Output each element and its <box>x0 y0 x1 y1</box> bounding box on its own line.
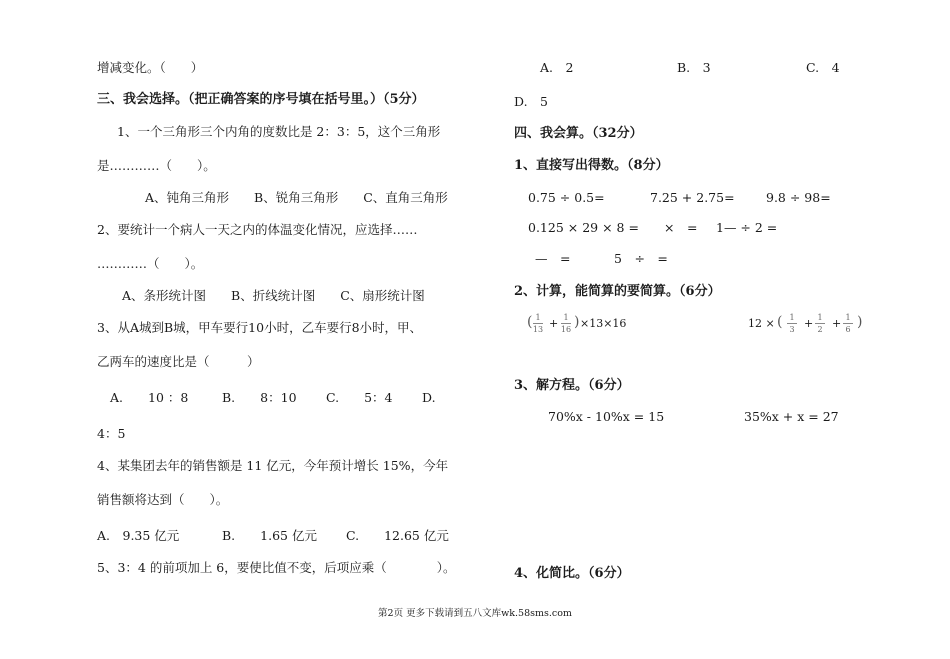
fraction-bar <box>815 323 825 324</box>
question-5-text: 5、3：4 的前项加上 6，要使比值不变，后项应乘（ ）。 <box>97 560 456 575</box>
question-3-option-c: C. 5：4 <box>326 390 393 405</box>
calc-item: 5 ÷ = <box>614 251 668 266</box>
fraction-denominator: 13 <box>532 325 544 334</box>
calc-item: × = <box>664 220 698 235</box>
question-3-option-d-value: 4：5 <box>97 426 126 441</box>
question-4-option-c: C. 12.65 亿元 <box>346 528 449 543</box>
calc-item: 9.8 ÷ 98= <box>766 190 831 205</box>
question-4-option-a: A. 9.35 亿元 <box>97 528 180 543</box>
plus-sign: + <box>549 317 559 330</box>
section-3-title: 三、我会选择。（把正确答案的序号填在括号里。）（5分） <box>97 92 425 107</box>
fraction-bar <box>561 323 571 324</box>
equation-1: 70%x - 10%x = 15 <box>548 409 665 424</box>
fraction-numerator: 1 <box>535 313 541 322</box>
calc-item: 7.25 + 2.75= <box>650 190 735 205</box>
option-d: D. 5 <box>514 94 549 109</box>
paren-open: ( <box>777 314 783 330</box>
page-footer: 第2页 更多下载请到五八文库wk.58sms.com <box>378 608 572 619</box>
fraction-denominator: 2 <box>817 325 823 334</box>
fraction-numerator: 1 <box>789 313 795 322</box>
section-4-title: 四、我会算。（32分） <box>514 126 643 141</box>
fraction-bar <box>787 323 797 324</box>
expression-2-head: 12 × <box>748 317 775 330</box>
calc-item: 0.75 ÷ 0.5= <box>528 190 605 205</box>
fraction-denominator: 3 <box>789 325 795 334</box>
subsection-1-title: 1、直接写出得数。（8分） <box>514 158 669 173</box>
expression-1-tail: ×13×16 <box>580 317 627 330</box>
fraction-numerator: 1 <box>817 313 823 322</box>
question-3-option-a: A. 10 ：8 <box>110 390 189 405</box>
paren-open: ( <box>527 314 533 330</box>
question-3-text: 3、从A城到B城，甲车要行10小时，乙车要行8小时，甲、 <box>97 320 423 335</box>
fraction-bar <box>533 323 543 324</box>
question-2-text-cont: …………（ ）。 <box>97 256 204 271</box>
fraction-denominator: 6 <box>845 325 851 334</box>
fraction-numerator: 1 <box>845 313 851 322</box>
text-line: 增减变化。（ ） <box>97 60 204 75</box>
plus-sign: + <box>804 317 814 330</box>
subsection-3-title: 3、解方程。（6分） <box>514 378 630 393</box>
option-a: A. 2 <box>540 60 574 75</box>
question-1-options: A、钝角三角形 B、锐角三角形 C、直角三角形 <box>145 190 448 205</box>
question-3-option-d-label: D. <box>422 390 436 405</box>
fraction-denominator: 16 <box>560 325 572 334</box>
question-1-text-cont: 是…………（ ）。 <box>97 158 216 173</box>
question-2-text: 2、要统计一个病人一天之内的体温变化情况，应选择…… <box>97 222 418 237</box>
question-4-option-b: B. 1.65 亿元 <box>222 528 317 543</box>
question-4-text: 4、某集团去年的销售额是 11 亿元，今年预计增长 15%，今年 <box>97 458 449 473</box>
question-2-options: A、条形统计图 B、折线统计图 C、扇形统计图 <box>122 288 425 303</box>
plus-sign: + <box>832 317 842 330</box>
subsection-4-title: 4、化简比。（6分） <box>514 566 630 581</box>
question-4-text-cont: 销售额将达到（ ）。 <box>97 492 229 507</box>
calc-item: 0.125 × 29 × 8 = <box>528 220 639 235</box>
equation-2: 35%x + x = 27 <box>744 409 839 424</box>
fraction-numerator: 1 <box>563 313 569 322</box>
fraction-bar <box>843 323 853 324</box>
option-b: B. 3 <box>677 60 711 75</box>
calc-item: — = <box>535 251 571 266</box>
option-c: C. 4 <box>806 60 840 75</box>
question-1-text: 1、一个三角形三个内角的度数比是 2：3：5，这个三角形 <box>117 124 441 139</box>
subsection-2-title: 2、计算，能简算的要简算。（6分） <box>514 284 721 299</box>
calc-item: 1— ÷ 2 = <box>716 220 778 235</box>
paren-close: ) <box>857 314 863 330</box>
paren-close: ) <box>574 314 580 330</box>
question-3-text-cont: 乙两车的速度比是（ ） <box>97 354 260 369</box>
question-3-option-b: B. 8：10 <box>222 390 297 405</box>
